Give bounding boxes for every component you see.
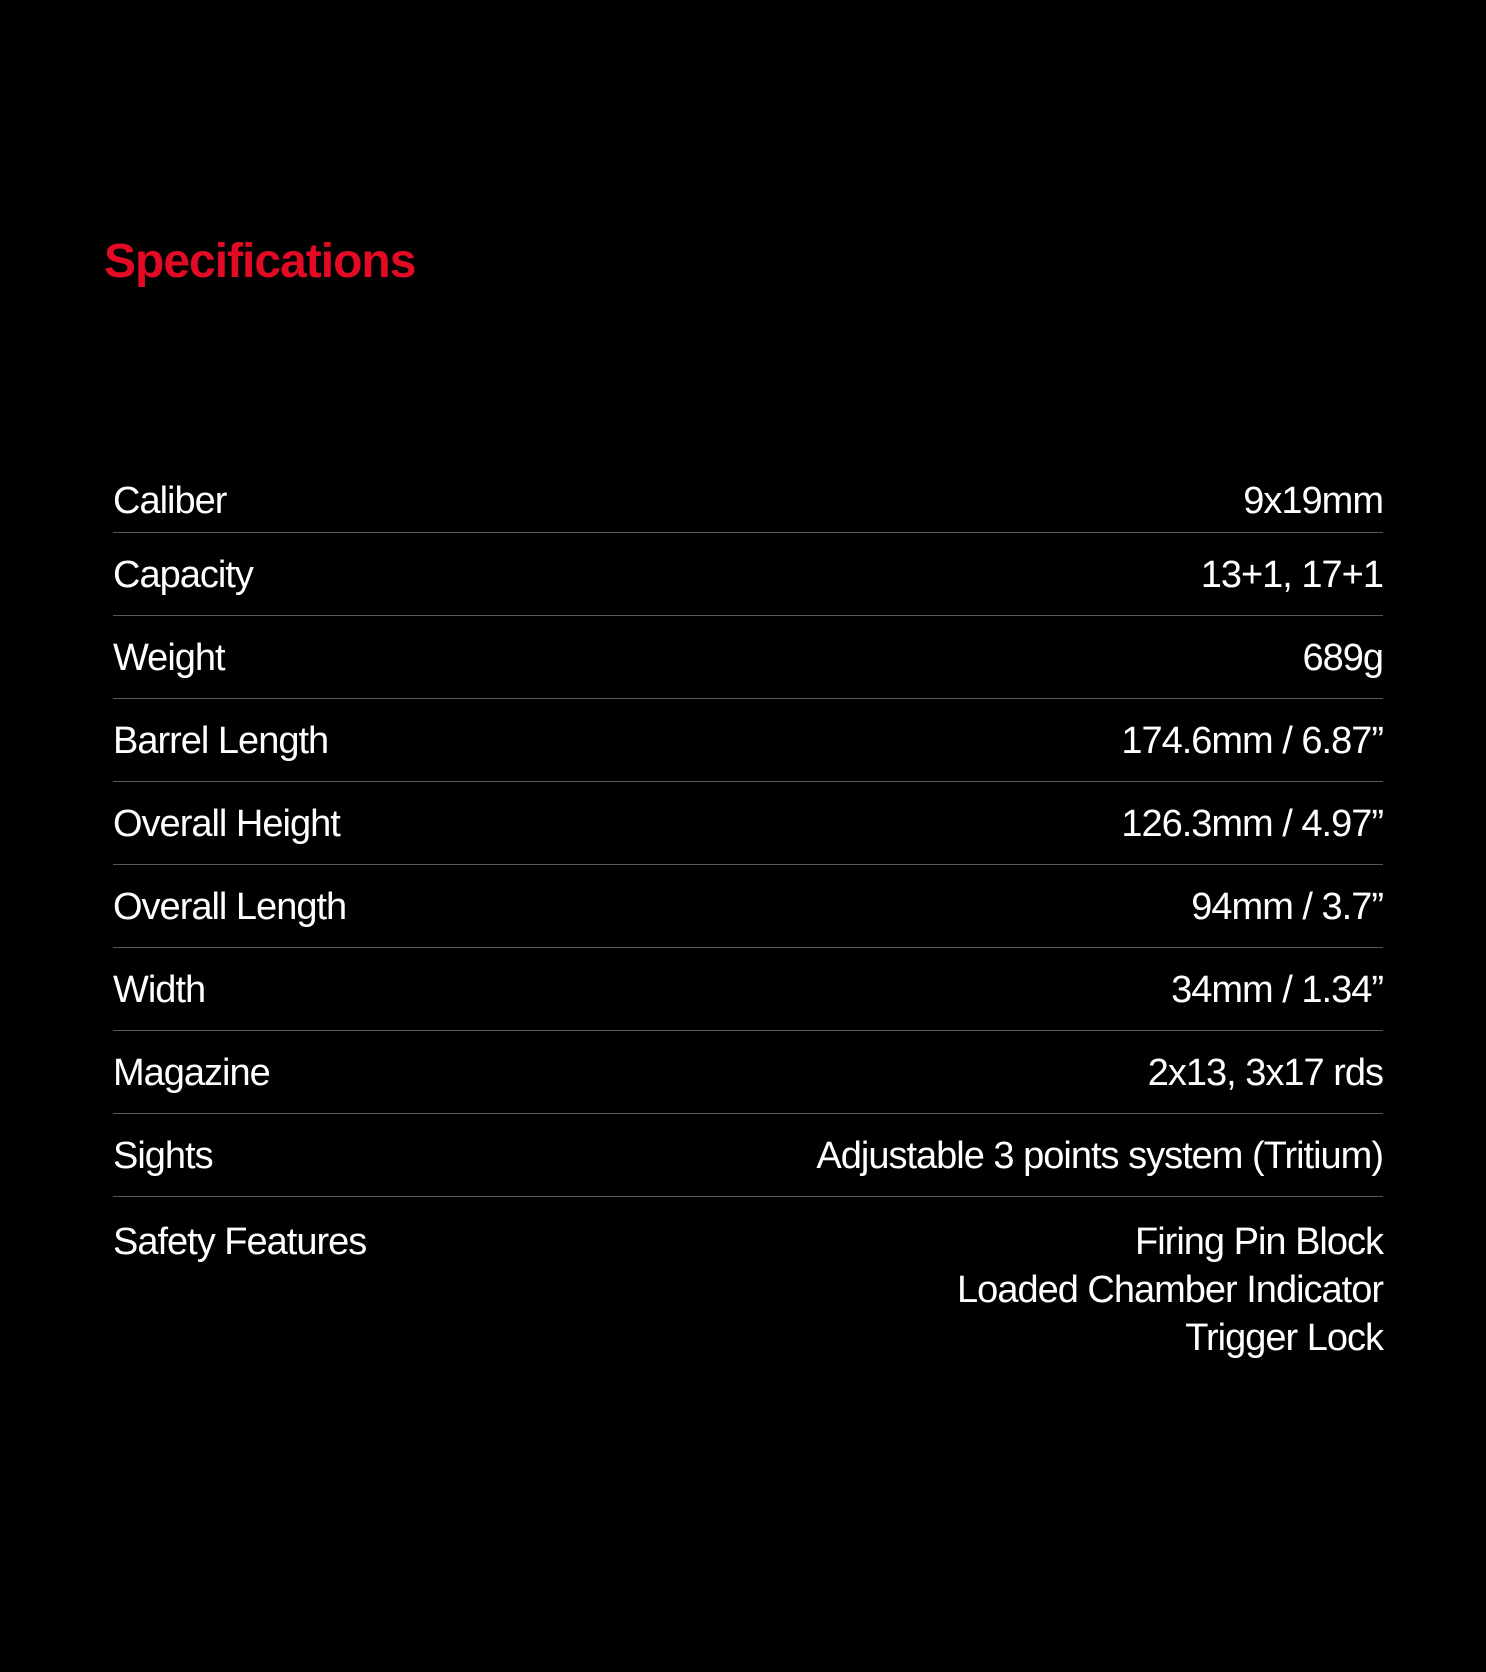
spec-value: 94mm / 3.7”: [1191, 886, 1383, 928]
spec-row-safety-features: [113, 1197, 1383, 1381]
spec-value: 174.6mm / 6.87”: [1121, 720, 1383, 762]
spec-label: Overall Height: [113, 803, 340, 845]
spec-label: Weight: [113, 637, 225, 679]
spec-value: 9x19mm: [1243, 480, 1383, 522]
spec-label: Width: [113, 969, 206, 1011]
spec-row-weight: [113, 616, 1383, 699]
spec-value: Adjustable 3 points system (Tritium): [816, 1135, 1383, 1177]
spec-label: Safety Features: [113, 1221, 367, 1263]
spec-label: Capacity: [113, 554, 253, 596]
specifications-table: [113, 464, 1383, 1381]
spec-label: Overall Length: [113, 886, 347, 928]
spec-value: 2x13, 3x17 rds: [1147, 1052, 1383, 1094]
spec-value: 34mm / 1.34”: [1171, 969, 1383, 1011]
safety-feature-item: Loaded Chamber Indicator: [957, 1269, 1383, 1311]
page-title: Specifications: [104, 235, 416, 288]
safety-feature-item: Firing Pin Block: [1135, 1221, 1383, 1263]
spec-row-capacity: [113, 533, 1383, 616]
spec-row-barrel-length: [113, 699, 1383, 782]
spec-value: 13+1, 17+1: [1200, 554, 1383, 596]
spec-label: Caliber: [113, 480, 227, 522]
spec-value: 126.3mm / 4.97”: [1121, 803, 1383, 845]
spec-value-list: [957, 1218, 1383, 1362]
spec-row-width: [113, 948, 1383, 1031]
spec-row-overall-height: [113, 782, 1383, 865]
spec-row-sights: [113, 1114, 1383, 1197]
safety-feature-item: Trigger Lock: [1185, 1317, 1383, 1359]
spec-value: 689g: [1302, 637, 1383, 679]
spec-label: Magazine: [113, 1052, 270, 1094]
spec-row-overall-length: [113, 865, 1383, 948]
spec-row-magazine: [113, 1031, 1383, 1114]
spec-row-caliber: [113, 464, 1383, 533]
spec-label: Barrel Length: [113, 720, 329, 762]
spec-label: Sights: [113, 1135, 213, 1177]
